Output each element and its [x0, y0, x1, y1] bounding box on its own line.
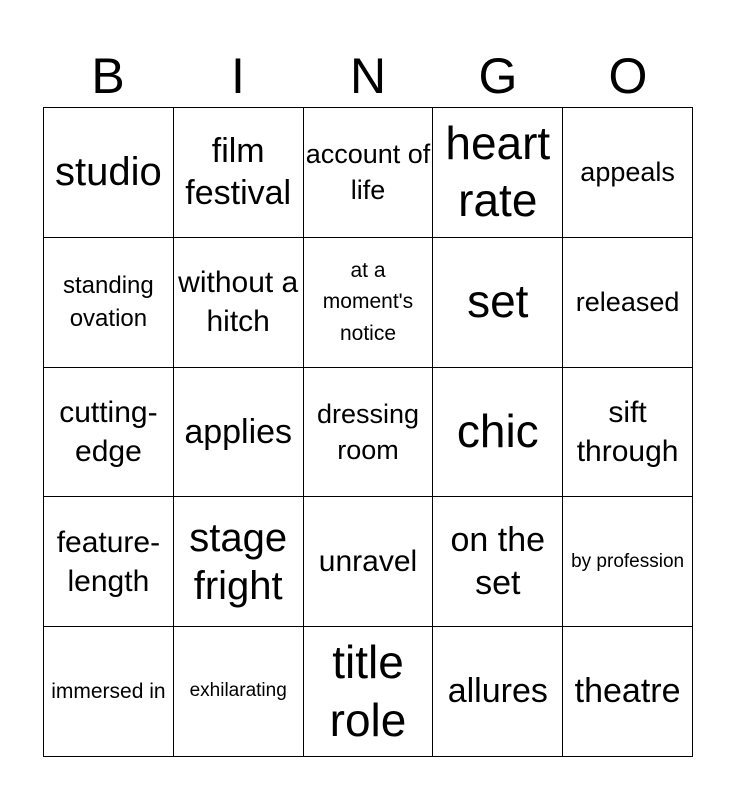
cell-text: at a moment's notice: [322, 258, 414, 345]
bingo-cell-r3-c1[interactable]: [174, 497, 304, 627]
bingo-cell-r3-c4[interactable]: [563, 497, 693, 627]
bingo-cell-r2-c2[interactable]: [304, 368, 434, 498]
cell-text: studio: [55, 150, 162, 195]
cell-text: cutting-edge: [59, 395, 158, 468]
header-letter-g: G: [478, 48, 518, 104]
bingo-cell-r4-c4[interactable]: [563, 627, 693, 757]
cell-text: stage fright: [189, 515, 288, 608]
cell-text: film festival: [185, 131, 292, 213]
cell-text: immersed in: [51, 679, 166, 703]
cell-text: by profession: [571, 550, 685, 572]
cell-text: heart rate: [445, 116, 551, 227]
bingo-cell-r1-c2[interactable]: [304, 238, 434, 368]
bingo-cell-r0-c3[interactable]: [433, 108, 563, 238]
bingo-cell-r1-c4[interactable]: [563, 238, 693, 368]
cell-text: on the set: [450, 521, 546, 602]
bingo-header: [43, 48, 693, 104]
bingo-board: [43, 107, 693, 757]
bingo-cell-r2-c4[interactable]: [563, 368, 693, 498]
bingo-cell-r0-c1[interactable]: [174, 108, 304, 238]
bingo-cell-r3-c2[interactable]: [304, 497, 434, 627]
header-letter-i: I: [231, 48, 245, 104]
bingo-cell-r2-c0[interactable]: [44, 368, 174, 498]
cell-text: sift through: [576, 395, 679, 468]
cell-text: released: [575, 286, 680, 317]
bingo-cell-r4-c0[interactable]: [44, 627, 174, 757]
cell-text: chic: [456, 405, 539, 458]
bingo-cell-r0-c2[interactable]: [304, 108, 434, 238]
bingo-cell-r0-c0[interactable]: [44, 108, 174, 238]
cell-text: without a hitch: [178, 266, 299, 339]
cell-text: allures: [447, 672, 548, 711]
bingo-cell-r3-c0[interactable]: [44, 497, 174, 627]
bingo-cell-r1-c1[interactable]: [174, 238, 304, 368]
bingo-cell-r1-c3[interactable]: [433, 238, 563, 368]
bingo-cell-r3-c3[interactable]: [433, 497, 563, 627]
cell-text: set: [467, 275, 529, 328]
bingo-cell-r4-c1[interactable]: [174, 627, 304, 757]
bingo-cell-r0-c4[interactable]: [563, 108, 693, 238]
cell-text: exhilarating: [189, 680, 287, 702]
cell-text: applies: [184, 412, 293, 451]
header-letter-b: B: [91, 48, 125, 104]
cell-text: theatre: [574, 672, 681, 711]
cell-text: unravel: [318, 545, 418, 579]
cell-text: account of life: [305, 138, 431, 206]
bingo-cell-r4-c3[interactable]: [433, 627, 563, 757]
cell-text: feature-length: [56, 525, 161, 598]
cell-text: dressing room: [316, 398, 420, 465]
bingo-cell-r4-c2[interactable]: [304, 627, 434, 757]
bingo-cell-r1-c0[interactable]: [44, 238, 174, 368]
bingo-cell-r2-c1[interactable]: [174, 368, 304, 498]
cell-text: title role: [329, 636, 407, 746]
header-letter-o: O: [608, 48, 648, 104]
cell-text: appeals: [580, 157, 675, 188]
cell-text: standing ovation: [63, 271, 154, 333]
bingo-cell-r2-c3[interactable]: [433, 368, 563, 498]
header-letter-n: N: [349, 48, 387, 104]
